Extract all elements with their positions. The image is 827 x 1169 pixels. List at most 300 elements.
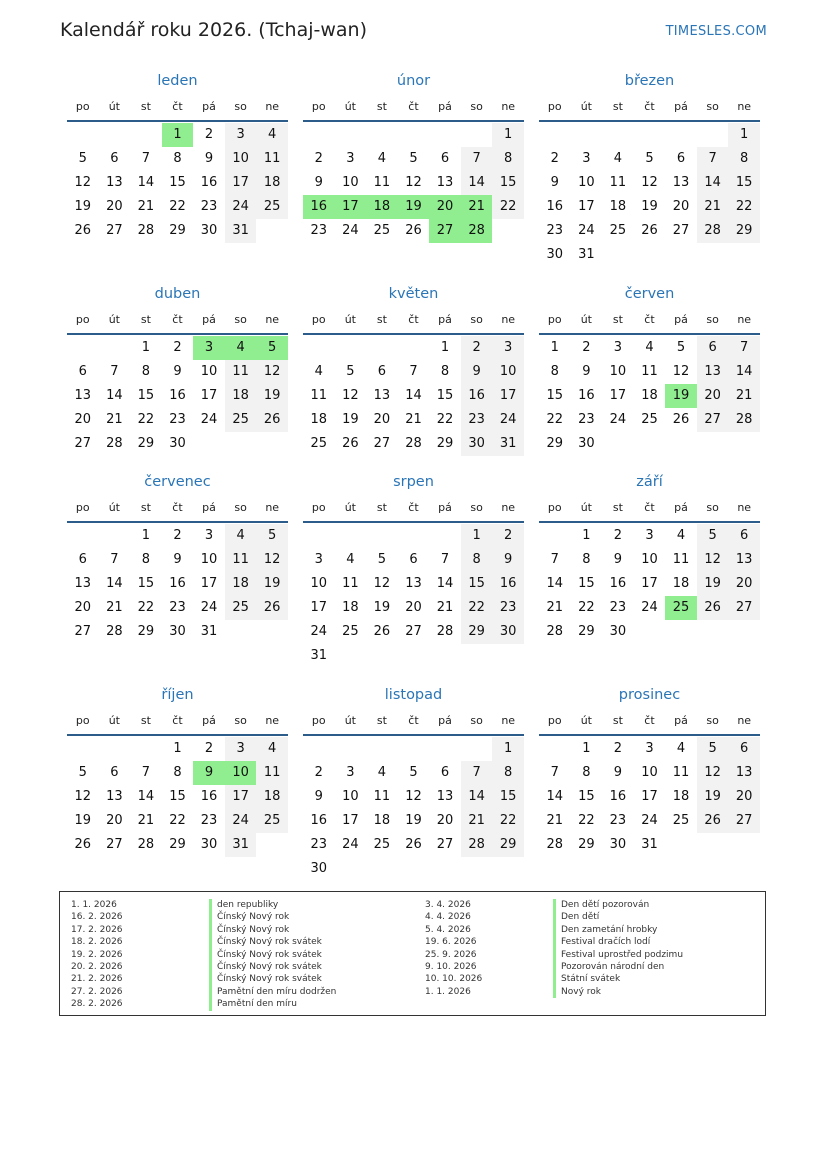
- day-cell: 16: [310, 813, 328, 828]
- legend-date: 20. 2. 2026: [71, 961, 123, 972]
- legend-holiday-name: Čínský Nový rok svátek: [209, 949, 336, 961]
- legend-date: 3. 4. 2026: [425, 900, 471, 910]
- day-cell: 6: [110, 151, 119, 166]
- day-cell: 6: [697, 336, 729, 360]
- day-cell: 20: [728, 572, 760, 596]
- day-cell: 19: [697, 572, 729, 596]
- day-cell: 9: [173, 364, 182, 379]
- day-cell: 2: [173, 340, 182, 355]
- day-cell: 22: [461, 596, 493, 620]
- day-cell: 6: [377, 364, 387, 379]
- weekday-label: st: [376, 313, 387, 326]
- day-cell: 3: [346, 151, 355, 166]
- day-cell: 1: [173, 741, 182, 756]
- day-cell: 2: [204, 127, 214, 142]
- weekday-label: ne: [265, 313, 280, 326]
- day-cell: 30: [609, 837, 627, 852]
- day-cell: 19: [74, 813, 92, 828]
- month-divider: [67, 734, 288, 736]
- day-grid: [539, 336, 760, 480]
- day-cell: 26: [256, 408, 288, 432]
- day-cell: 27: [672, 223, 690, 238]
- day-cell: 22: [492, 809, 524, 833]
- day-cell: 31: [492, 432, 524, 456]
- day-cell: 27: [74, 624, 92, 639]
- day-cell: 16: [169, 576, 186, 591]
- day-cell: 9: [314, 175, 323, 190]
- day-cell: 26: [74, 837, 92, 852]
- day-cell: 25: [373, 837, 391, 852]
- day-cell: 8: [461, 548, 493, 572]
- day-cell: 20: [436, 813, 454, 828]
- day-cell: 5: [409, 765, 418, 780]
- day-cell: 16: [303, 195, 335, 219]
- weekday-label: pá: [674, 100, 688, 113]
- weekday-label: čt: [644, 100, 655, 113]
- day-cell: 24: [609, 412, 627, 427]
- day-cell: 23: [461, 408, 493, 432]
- legend-right-names: [553, 899, 683, 998]
- weekday-label: pá: [674, 313, 688, 326]
- legend-holiday-name: Den dětí pozorován: [553, 899, 683, 911]
- weekday-label: so: [470, 313, 483, 326]
- day-cell: 22: [728, 195, 760, 219]
- month-name: prosinec: [618, 687, 681, 703]
- month-name: duben: [154, 286, 201, 302]
- month-name: červen: [624, 286, 675, 302]
- day-cell: 12: [256, 548, 288, 572]
- day-cell: 17: [578, 199, 595, 214]
- day-cell: 1: [492, 123, 524, 147]
- day-cell: 3: [225, 737, 257, 761]
- day-cell: 19: [697, 785, 729, 809]
- day-cell: 10: [641, 552, 658, 567]
- legend-holiday-name: den republiky: [209, 899, 336, 911]
- day-cell: 7: [141, 765, 151, 780]
- day-cell: 24: [200, 412, 218, 427]
- day-cell: 4: [225, 336, 257, 360]
- day-cell: 10: [225, 761, 257, 785]
- day-cell: 9: [550, 175, 559, 190]
- day-cell: 4: [256, 123, 288, 147]
- day-cell: 20: [405, 600, 422, 615]
- day-cell: 12: [342, 388, 359, 403]
- day-cell: 1: [728, 123, 760, 147]
- day-cell: 2: [550, 151, 559, 166]
- weekday-label: st: [140, 501, 151, 514]
- day-cell: 29: [436, 436, 454, 451]
- legend-holiday-name: Pozorován národní den: [553, 961, 683, 973]
- day-cell: 16: [169, 388, 186, 403]
- weekday-label: út: [108, 714, 120, 727]
- day-cell: 29: [461, 620, 493, 644]
- day-cell: 14: [728, 360, 760, 384]
- day-cell: 16: [200, 175, 218, 190]
- day-cell: 5: [256, 336, 288, 360]
- day-cell: 11: [225, 548, 257, 572]
- day-cell: 14: [461, 785, 493, 809]
- day-cell: 31: [578, 247, 595, 262]
- day-cell: 21: [546, 600, 564, 615]
- day-cell: 2: [173, 528, 182, 543]
- day-cell: 15: [728, 171, 760, 195]
- day-cell: 23: [609, 813, 627, 828]
- day-cell: 20: [672, 199, 690, 214]
- weekday-label: so: [234, 501, 247, 514]
- day-cell: 5: [256, 524, 288, 548]
- day-cell: 19: [342, 412, 359, 427]
- legend-left-names: [209, 899, 336, 1011]
- day-cell: 9: [314, 789, 323, 804]
- day-cell: 2: [204, 741, 214, 756]
- day-cell: 16: [461, 384, 493, 408]
- day-cell: 10: [200, 364, 218, 379]
- day-cell: 14: [137, 175, 155, 190]
- legend-date: 5. 4. 2026: [425, 924, 471, 935]
- day-cell: 29: [137, 624, 155, 639]
- day-cell: 12: [74, 789, 92, 804]
- day-cell: 18: [256, 785, 288, 809]
- month-name: květen: [388, 286, 439, 302]
- day-cell: 18: [672, 576, 690, 591]
- day-cell: 14: [106, 388, 123, 403]
- day-cell: 23: [169, 600, 186, 615]
- day-cell: 11: [672, 765, 690, 780]
- weekday-label: čt: [172, 501, 183, 514]
- day-cell: 17: [225, 785, 257, 809]
- day-cell: 25: [641, 412, 658, 427]
- day-cell: 13: [728, 761, 760, 785]
- day-cell: 5: [645, 151, 654, 166]
- day-cell: 15: [578, 576, 595, 591]
- weekday-label: po: [547, 714, 562, 727]
- weekday-label: po: [547, 313, 562, 326]
- legend-holiday-name: Nový rok: [553, 986, 683, 998]
- day-cell: 17: [310, 600, 328, 615]
- day-cell: 16: [578, 388, 595, 403]
- day-cell: 20: [106, 199, 123, 214]
- day-cell: 25: [256, 809, 288, 833]
- weekday-label: út: [108, 501, 120, 514]
- day-cell: 13: [106, 175, 123, 190]
- day-cell: 19: [256, 384, 288, 408]
- weekday-label: ne: [737, 501, 752, 514]
- day-cell: 7: [550, 765, 559, 780]
- month-divider: [303, 333, 524, 335]
- day-cell: 10: [609, 364, 627, 379]
- day-cell: 1: [440, 340, 450, 355]
- day-cell: 11: [310, 388, 328, 403]
- day-cell: 4: [346, 552, 355, 567]
- day-cell: 27: [405, 624, 422, 639]
- day-cell: 11: [609, 175, 627, 190]
- day-cell: 19: [405, 813, 422, 828]
- weekday-label: po: [75, 714, 90, 727]
- day-cell: 24: [342, 837, 359, 852]
- day-cell: 28: [137, 223, 155, 238]
- day-cell: 26: [74, 223, 92, 238]
- day-cell: 7: [697, 147, 729, 171]
- weekday-label: so: [234, 714, 247, 727]
- day-cell: 7: [728, 336, 760, 360]
- weekday-label: pá: [438, 501, 452, 514]
- day-cell: 20: [373, 412, 391, 427]
- weekday-label: so: [706, 313, 719, 326]
- weekday-label: út: [580, 501, 592, 514]
- day-cell: 9: [613, 552, 623, 567]
- weekday-label: pá: [202, 313, 216, 326]
- day-cell: 1: [162, 123, 194, 147]
- weekday-header: [539, 100, 760, 114]
- day-cell: 9: [204, 151, 214, 166]
- legend-holiday-name: Pamětní den míru: [209, 998, 336, 1010]
- day-cell: 3: [613, 340, 623, 355]
- day-cell: 14: [137, 789, 155, 804]
- day-cell: 3: [645, 741, 654, 756]
- day-cell: 9: [582, 364, 591, 379]
- day-cell: 28: [728, 408, 760, 432]
- day-cell: 23: [578, 412, 595, 427]
- day-cell: 11: [672, 552, 690, 567]
- day-cell: 24: [310, 624, 328, 639]
- day-cell: 23: [200, 813, 218, 828]
- month-name: leden: [157, 73, 198, 89]
- day-cell: 8: [582, 765, 591, 780]
- day-cell: 19: [373, 600, 391, 615]
- weekday-label: čt: [408, 714, 419, 727]
- legend-date: 10. 10. 2026: [425, 974, 483, 985]
- weekday-label: pá: [438, 313, 452, 326]
- day-cell: 28: [106, 436, 123, 451]
- day-cell: 30: [546, 247, 564, 262]
- legend-date: 4. 4. 2026: [425, 912, 471, 923]
- weekday-label: čt: [644, 501, 655, 514]
- weekday-label: po: [311, 313, 326, 326]
- day-cell: 22: [578, 600, 595, 615]
- day-cell: 29: [137, 436, 155, 451]
- month-name: březen: [624, 73, 675, 89]
- weekday-label: so: [706, 714, 719, 727]
- day-cell: 1: [461, 524, 493, 548]
- day-cell: 18: [672, 789, 690, 804]
- weekday-label: čt: [172, 313, 183, 326]
- legend-date: 27. 2. 2026: [71, 986, 123, 997]
- weekday-label: st: [376, 501, 387, 514]
- day-cell: 15: [546, 388, 564, 403]
- day-cell: 30: [492, 620, 524, 644]
- day-cell: 29: [169, 223, 186, 238]
- day-cell: 29: [578, 837, 595, 852]
- day-grid: [303, 737, 524, 881]
- day-cell: 18: [225, 572, 257, 596]
- day-cell: 22: [492, 195, 524, 219]
- day-cell: 3: [225, 123, 257, 147]
- weekday-label: st: [612, 100, 623, 113]
- weekday-label: so: [234, 313, 247, 326]
- day-cell: 8: [492, 147, 524, 171]
- day-cell: 16: [609, 576, 627, 591]
- month-divider: [539, 521, 760, 523]
- day-cell: 9: [193, 761, 225, 785]
- day-cell: 13: [672, 175, 690, 190]
- day-cell: 10: [225, 147, 257, 171]
- day-grid: [303, 336, 524, 480]
- day-cell: 18: [342, 600, 359, 615]
- day-cell: 25: [672, 813, 690, 828]
- weekday-label: út: [344, 714, 356, 727]
- day-cell: 12: [405, 789, 422, 804]
- day-cell: 6: [110, 765, 119, 780]
- day-cell: 30: [169, 624, 186, 639]
- day-cell: 15: [492, 171, 524, 195]
- day-cell: 5: [676, 340, 686, 355]
- day-cell: 25: [609, 223, 627, 238]
- day-cell: 13: [106, 789, 123, 804]
- day-cell: 8: [550, 364, 559, 379]
- weekday-label: út: [580, 714, 592, 727]
- legend-date: 1. 1. 2026: [71, 900, 117, 910]
- weekday-label: ne: [501, 313, 516, 326]
- day-grid: [539, 524, 760, 668]
- day-cell: 3: [492, 336, 524, 360]
- day-cell: 8: [492, 761, 524, 785]
- day-cell: 11: [256, 761, 288, 785]
- day-cell: 21: [106, 412, 123, 427]
- day-cell: 1: [550, 340, 559, 355]
- weekday-label: po: [311, 501, 326, 514]
- weekday-label: po: [75, 100, 90, 113]
- day-cell: 12: [641, 175, 658, 190]
- day-cell: 5: [346, 364, 355, 379]
- day-cell: 21: [106, 600, 123, 615]
- weekday-label: po: [75, 501, 90, 514]
- day-cell: 13: [436, 789, 454, 804]
- day-cell: 17: [342, 813, 359, 828]
- day-cell: 10: [641, 765, 658, 780]
- day-grid: [303, 524, 524, 668]
- day-cell: 31: [310, 648, 328, 663]
- day-cell: 23: [200, 199, 218, 214]
- day-cell: 13: [373, 388, 391, 403]
- day-cell: 3: [204, 528, 214, 543]
- weekday-header: [539, 501, 760, 515]
- month-name: únor: [396, 73, 431, 89]
- weekday-label: út: [108, 313, 120, 326]
- day-cell: 9: [173, 552, 182, 567]
- legend-date: 16. 2. 2026: [71, 912, 123, 923]
- day-cell: 21: [546, 813, 564, 828]
- day-cell: 27: [429, 219, 461, 243]
- day-cell: 31: [200, 624, 218, 639]
- day-cell: 24: [225, 809, 257, 833]
- day-cell: 16: [492, 572, 524, 596]
- day-cell: 21: [405, 412, 422, 427]
- day-cell: 15: [578, 789, 595, 804]
- day-cell: 30: [200, 223, 218, 238]
- day-cell: 12: [256, 360, 288, 384]
- day-cell: 19: [74, 199, 92, 214]
- day-cell: 9: [461, 360, 493, 384]
- legend-date: 28. 2. 2026: [71, 999, 123, 1010]
- weekday-label: so: [470, 501, 483, 514]
- day-cell: 19: [665, 384, 697, 408]
- day-cell: 30: [310, 861, 328, 876]
- day-cell: 30: [578, 436, 595, 451]
- brand-logo-link[interactable]: TIMESLES.COM: [665, 24, 767, 39]
- day-cell: 1: [492, 737, 524, 761]
- day-cell: 4: [256, 737, 288, 761]
- day-cell: 26: [672, 412, 690, 427]
- weekday-label: pá: [438, 100, 452, 113]
- day-cell: 8: [582, 552, 591, 567]
- day-cell: 7: [110, 364, 119, 379]
- day-cell: 10: [310, 576, 328, 591]
- day-cell: 25: [225, 408, 257, 432]
- day-cell: 25: [225, 596, 257, 620]
- weekday-label: út: [344, 501, 356, 514]
- day-cell: 20: [74, 412, 92, 427]
- weekday-label: pá: [438, 714, 452, 727]
- day-cell: 5: [78, 765, 87, 780]
- day-cell: 8: [141, 364, 151, 379]
- day-cell: 8: [173, 765, 182, 780]
- legend-right-dates: [425, 899, 482, 998]
- legend-holiday-name: Den zametání hrobky: [553, 924, 683, 936]
- weekday-label: čt: [172, 714, 183, 727]
- day-cell: 4: [377, 151, 387, 166]
- weekday-label: pá: [202, 100, 216, 113]
- day-cell: 13: [74, 576, 92, 591]
- day-cell: 8: [173, 151, 182, 166]
- month-divider: [67, 521, 288, 523]
- day-cell: 3: [314, 552, 323, 567]
- day-cell: 29: [492, 833, 524, 857]
- day-cell: 23: [310, 223, 328, 238]
- day-cell: 21: [461, 809, 493, 833]
- day-cell: 17: [609, 388, 627, 403]
- legend-holiday-name: Čínský Nový rok svátek: [209, 961, 336, 973]
- day-cell: 20: [697, 384, 729, 408]
- day-cell: 22: [578, 813, 595, 828]
- month-name: listopad: [384, 687, 443, 703]
- day-cell: 12: [373, 576, 391, 591]
- month-divider: [303, 734, 524, 736]
- weekday-label: st: [140, 714, 151, 727]
- day-cell: 2: [314, 765, 323, 780]
- weekday-header: [303, 501, 524, 515]
- day-cell: 5: [78, 151, 87, 166]
- legend-holiday-name: Čínský Nový rok svátek: [209, 936, 336, 948]
- day-cell: 12: [697, 548, 729, 572]
- day-cell: 31: [641, 837, 658, 852]
- day-cell: 7: [110, 552, 119, 567]
- day-cell: 10: [492, 360, 524, 384]
- legend-date: 9. 10. 2026: [425, 961, 477, 972]
- day-cell: 27: [697, 408, 729, 432]
- day-cell: 28: [106, 624, 123, 639]
- day-cell: 27: [74, 436, 92, 451]
- day-cell: 23: [492, 596, 524, 620]
- day-cell: 3: [346, 765, 355, 780]
- day-cell: 22: [546, 412, 564, 427]
- day-cell: 20: [728, 785, 760, 809]
- weekday-label: ne: [265, 714, 280, 727]
- day-cell: 26: [373, 624, 391, 639]
- day-cell: 25: [310, 436, 328, 451]
- day-cell: 13: [697, 360, 729, 384]
- day-cell: 29: [169, 837, 186, 852]
- day-cell: 25: [373, 223, 391, 238]
